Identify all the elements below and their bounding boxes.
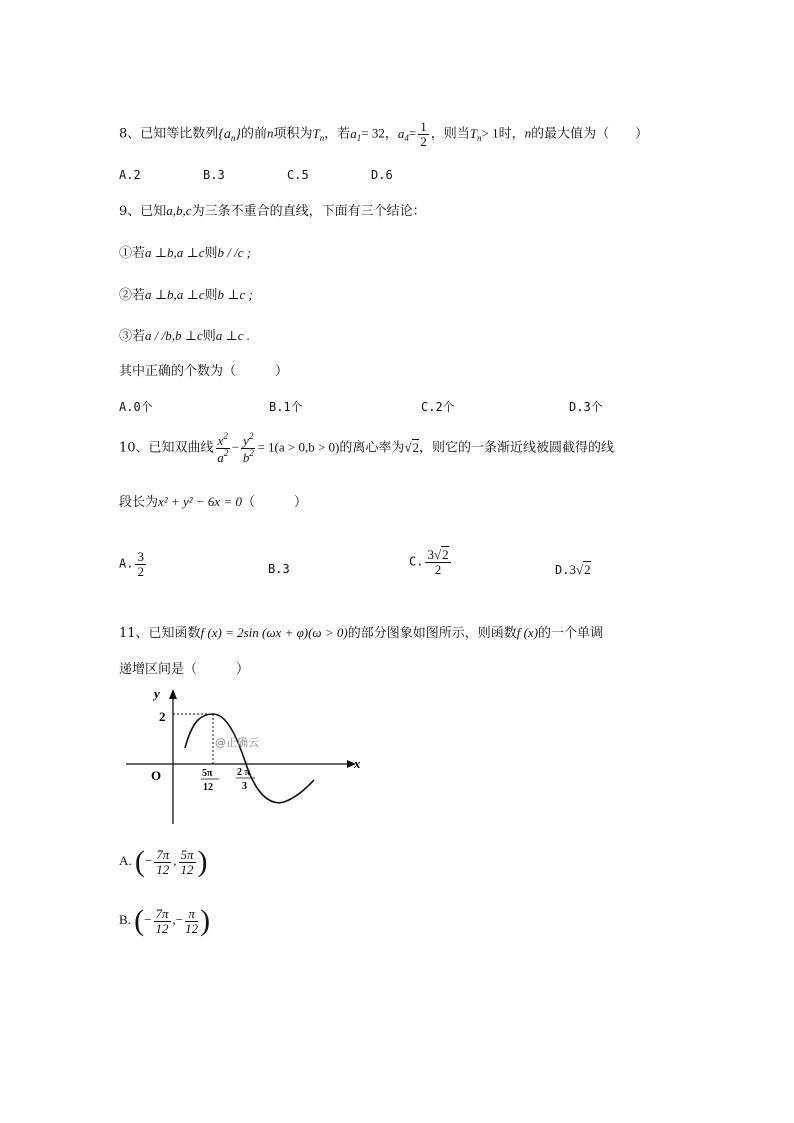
question-8-stem: 8、已知等比数列$\{a_n\}$的前n项积为$T_n$，若$a_1= 32$，$a_4=$ $\frac{1}{2}$ ，则当$T_n> 1$时，n的最大值为（ ） [119,119,649,149]
q8-text-4: ，若 [324,126,351,142]
tick-5pi-12-den: 12 [203,782,213,793]
sequence-symbol: $\{a_n\}$ [218,126,242,143]
q10-choice-b: B.3 [268,562,290,576]
max-value-label: 2 [159,709,166,724]
sqrt-two: √2 [404,439,420,455]
q9-statement-2 [119,288,253,302]
q10-text-1: 10、已知双曲线 [119,440,214,456]
question-number: 8、 [119,126,141,142]
q9-choice-b: B.1个 [269,400,303,414]
fraction-one-half: $\frac{1}{2}$ [420,119,427,149]
statement-then: 则 [204,246,218,261]
tick-2pi-3-den: 3 [242,781,247,792]
question-10-stem: 10、已知双曲线 $\frac{x^2}{a^2}$ − $\frac{y^2}{b^2}$ = 1(a > 0,b > 0)的离心率为√2，则它的一条渐近线被圆截得的线 [119,431,615,465]
q9-statement-3 [119,329,250,343]
q9-choice-c: C.2个 [421,400,455,414]
q11-line-2: 递增区间是（ ） [119,662,250,677]
answer-paren: （ ） [241,495,307,510]
q11-text-2: 的部分图象如图所示，则函数 [347,626,517,641]
q10-text-3: ，则它的一条渐近线被圆截得的线 [419,440,615,456]
watermark: @正确云 [215,736,259,749]
statement-condition: a ⊥b,a ⊥c [145,287,205,302]
statement-result: b ⊥c ; [217,287,253,302]
statement-then: 则 [202,329,216,344]
x-axis-label: x [354,756,361,771]
q11-text-3: 的一个单调 [538,626,604,641]
q8-condition: > 1时， [481,125,525,141]
fraction-x2-a2: $\frac{x^2}{a^2}$ [217,431,229,465]
tick-5pi-12-num: 5π [202,768,213,779]
q8-text-2: 的前 [241,126,268,142]
q10-line-2 [119,495,307,509]
q11-choice-a: A. (− $\frac{7\pi}{12}$ , $\frac{5\pi}{12}$ ) [119,845,208,878]
origin-label: O [151,768,162,783]
tick-2pi-3-num: 2 π [237,767,250,778]
q8-text-1: 已知等比数列 [140,126,219,142]
q10-choice-d: D.3√2 [555,562,591,577]
statement-result: a ⊥c . [215,328,251,343]
var-a1: $a_1$ [350,125,362,143]
q8-choice-b: B.3 [203,168,225,182]
statement-result: b / /c ; [217,245,252,260]
q8-text-6: 的最大值为（ ） [531,126,649,142]
q9-question: 其中正确的个数为（ ） [119,364,289,379]
question-11-stem [119,626,603,640]
q8-text-3: 项积为 [273,126,313,142]
var-n: n [267,125,274,141]
q8-choice-c: C.5 [287,168,309,182]
function-definition: f (x) = 2sin (ωx + φ)(ω > 0) [200,625,348,640]
q9-choice-a: A.0个 [119,400,153,414]
y-axis-arrow [169,689,177,699]
q8-text-5: ，则当 [430,126,470,142]
q9-vars: a,b,c [166,203,192,218]
y-axis-label: y [154,686,160,701]
q9-text-2: 为三条不重合的直线，下面有三个结论： [191,204,426,219]
var-T: $T_n$ [312,125,325,143]
q10-text-2: 的离心率为 [339,440,405,456]
q10-text-4: 段长为 [119,495,159,510]
q10-choice-c: C. $\frac{3√2}{2}$ [409,547,449,577]
var-a4: $a_4$ [397,125,409,143]
q11-choice-b: B. (− $\frac{7\pi}{12}$ ,− $\frac{\pi}{12}$ ) [119,904,211,937]
q9-choice-d: D.3个 [569,400,603,414]
q8-choice-d: D.6 [371,168,393,182]
q9-statement-1 [119,246,251,260]
sine-graph [118,684,378,834]
statement-marker: ③若 [119,329,146,344]
var-T2: $T_n$ [469,125,482,143]
function-symbol: f (x) [516,625,539,640]
statement-condition: a / /b,b ⊥c [145,328,203,343]
question-9-stem [119,204,426,218]
circle-equation: x² + y² − 6x = 0 [158,494,242,509]
q10-choice-a: A. $\frac{3}{2}$ [119,549,144,579]
q11-text-1: 11、已知函数 [119,626,201,641]
a1-value: = 32 [361,125,385,141]
statement-condition: a ⊥b,a ⊥c [145,245,205,260]
statement-marker: ①若 [119,246,146,261]
statement-marker: ②若 [119,288,146,303]
fraction-y2-b2: $\frac{y^2}{b^2}$ [242,431,254,465]
var-n: n [524,125,532,141]
equals: = [408,125,417,141]
q8-choice-a: A.2 [119,168,141,182]
q9-text-1: 9、已知 [119,204,167,219]
hyperbola-condition: = 1(a > 0,b > 0) [257,439,340,455]
statement-then: 则 [204,288,218,303]
